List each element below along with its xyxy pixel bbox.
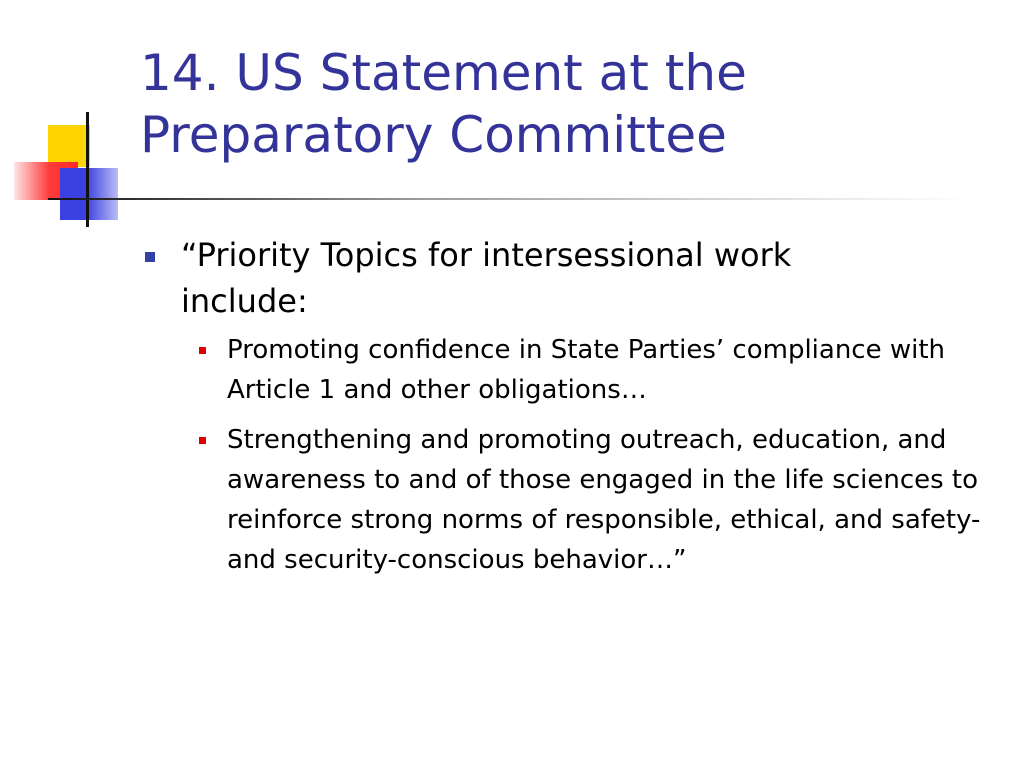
square-bullet-icon (145, 252, 155, 262)
slide-title: 14. US Statement at the Preparatory Committee (140, 44, 747, 164)
title-underline (48, 198, 968, 200)
square-bullet-icon (199, 347, 206, 354)
decorative-blue-square (60, 168, 118, 220)
slide-body (0, 232, 1024, 580)
decorative-vertical-line (86, 112, 89, 227)
sub-bullet-item (227, 420, 997, 580)
sub-bullet-item (227, 330, 997, 410)
sub-bullet-text: Promoting confidence in State Parties’ compliance with Article 1 and other obligations… (227, 335, 946, 405)
decorative-yellow-square (48, 125, 90, 167)
sub-bullet-text: Strengthening and promoting outreach, education, and awareness to and of those engaged in the life sciences to reinforce strong norms of responsible, ethical, and safety- and security-conscious behavior…” (227, 425, 981, 575)
bullet-text: “Priority Topics for intersessional work include: (181, 236, 792, 320)
bullet-item (181, 232, 901, 324)
square-bullet-icon (199, 437, 206, 444)
